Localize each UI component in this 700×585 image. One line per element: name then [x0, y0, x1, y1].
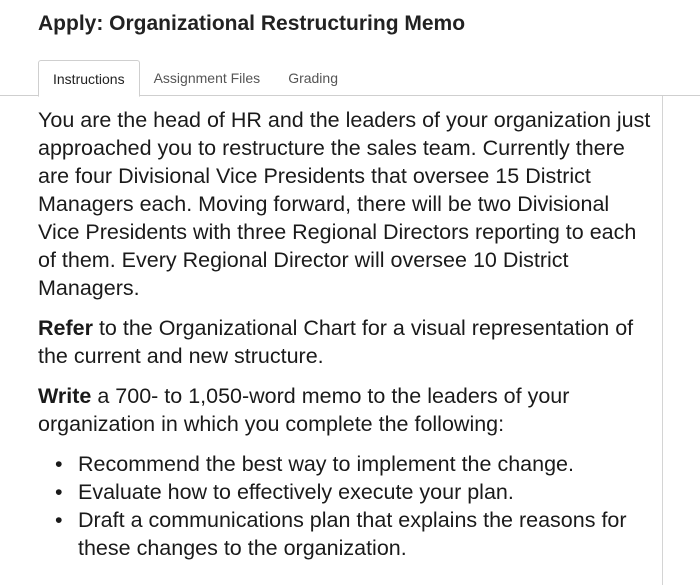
- bullet-icon: •: [55, 480, 63, 504]
- tab-bar: [38, 60, 352, 96]
- intro-paragraph: You are the head of HR and the leaders of your organization just approached you to restructure the sales team. Currently there are four Divisional Vice Presidents that oversee 15 District Managers each. Moving forward, there will be two Divisional Vice Presidents with three Regional Directors reporting to each of them. Every Regional Director will oversee 10 District Managers.: [38, 108, 651, 300]
- bullet-icon: •: [55, 508, 63, 532]
- tab-assignment-files[interactable]: Assignment Files: [140, 60, 275, 96]
- write-text: a 700- to 1,050-word memo to the leaders of your organization in which you complete the following:: [38, 384, 570, 436]
- list-item: [38, 450, 656, 478]
- write-paragraph: [38, 382, 656, 438]
- list-item: [38, 506, 656, 562]
- tab-instructions[interactable]: Instructions: [38, 60, 140, 97]
- refer-text: to the Organizational Chart for a visual representation of the current and new structure.: [38, 316, 634, 368]
- instructions-content: [38, 106, 656, 562]
- list-item-text: Recommend the best way to implement the change.: [78, 452, 574, 476]
- refer-paragraph: [38, 314, 656, 370]
- task-list: [38, 450, 656, 562]
- tab-grading[interactable]: Grading: [274, 60, 352, 96]
- list-item-text: Draft a communications plan that explains the reasons for these changes to the organization.: [78, 508, 627, 560]
- bullet-icon: •: [55, 452, 63, 476]
- panel-scroll-edge: [662, 96, 663, 585]
- write-lead: Write: [38, 384, 92, 408]
- refer-lead: Refer: [38, 316, 93, 340]
- page-title: Apply: Organizational Restructuring Memo: [38, 12, 466, 35]
- list-item-text: Evaluate how to effectively execute your plan.: [78, 480, 514, 504]
- list-item: [38, 478, 656, 506]
